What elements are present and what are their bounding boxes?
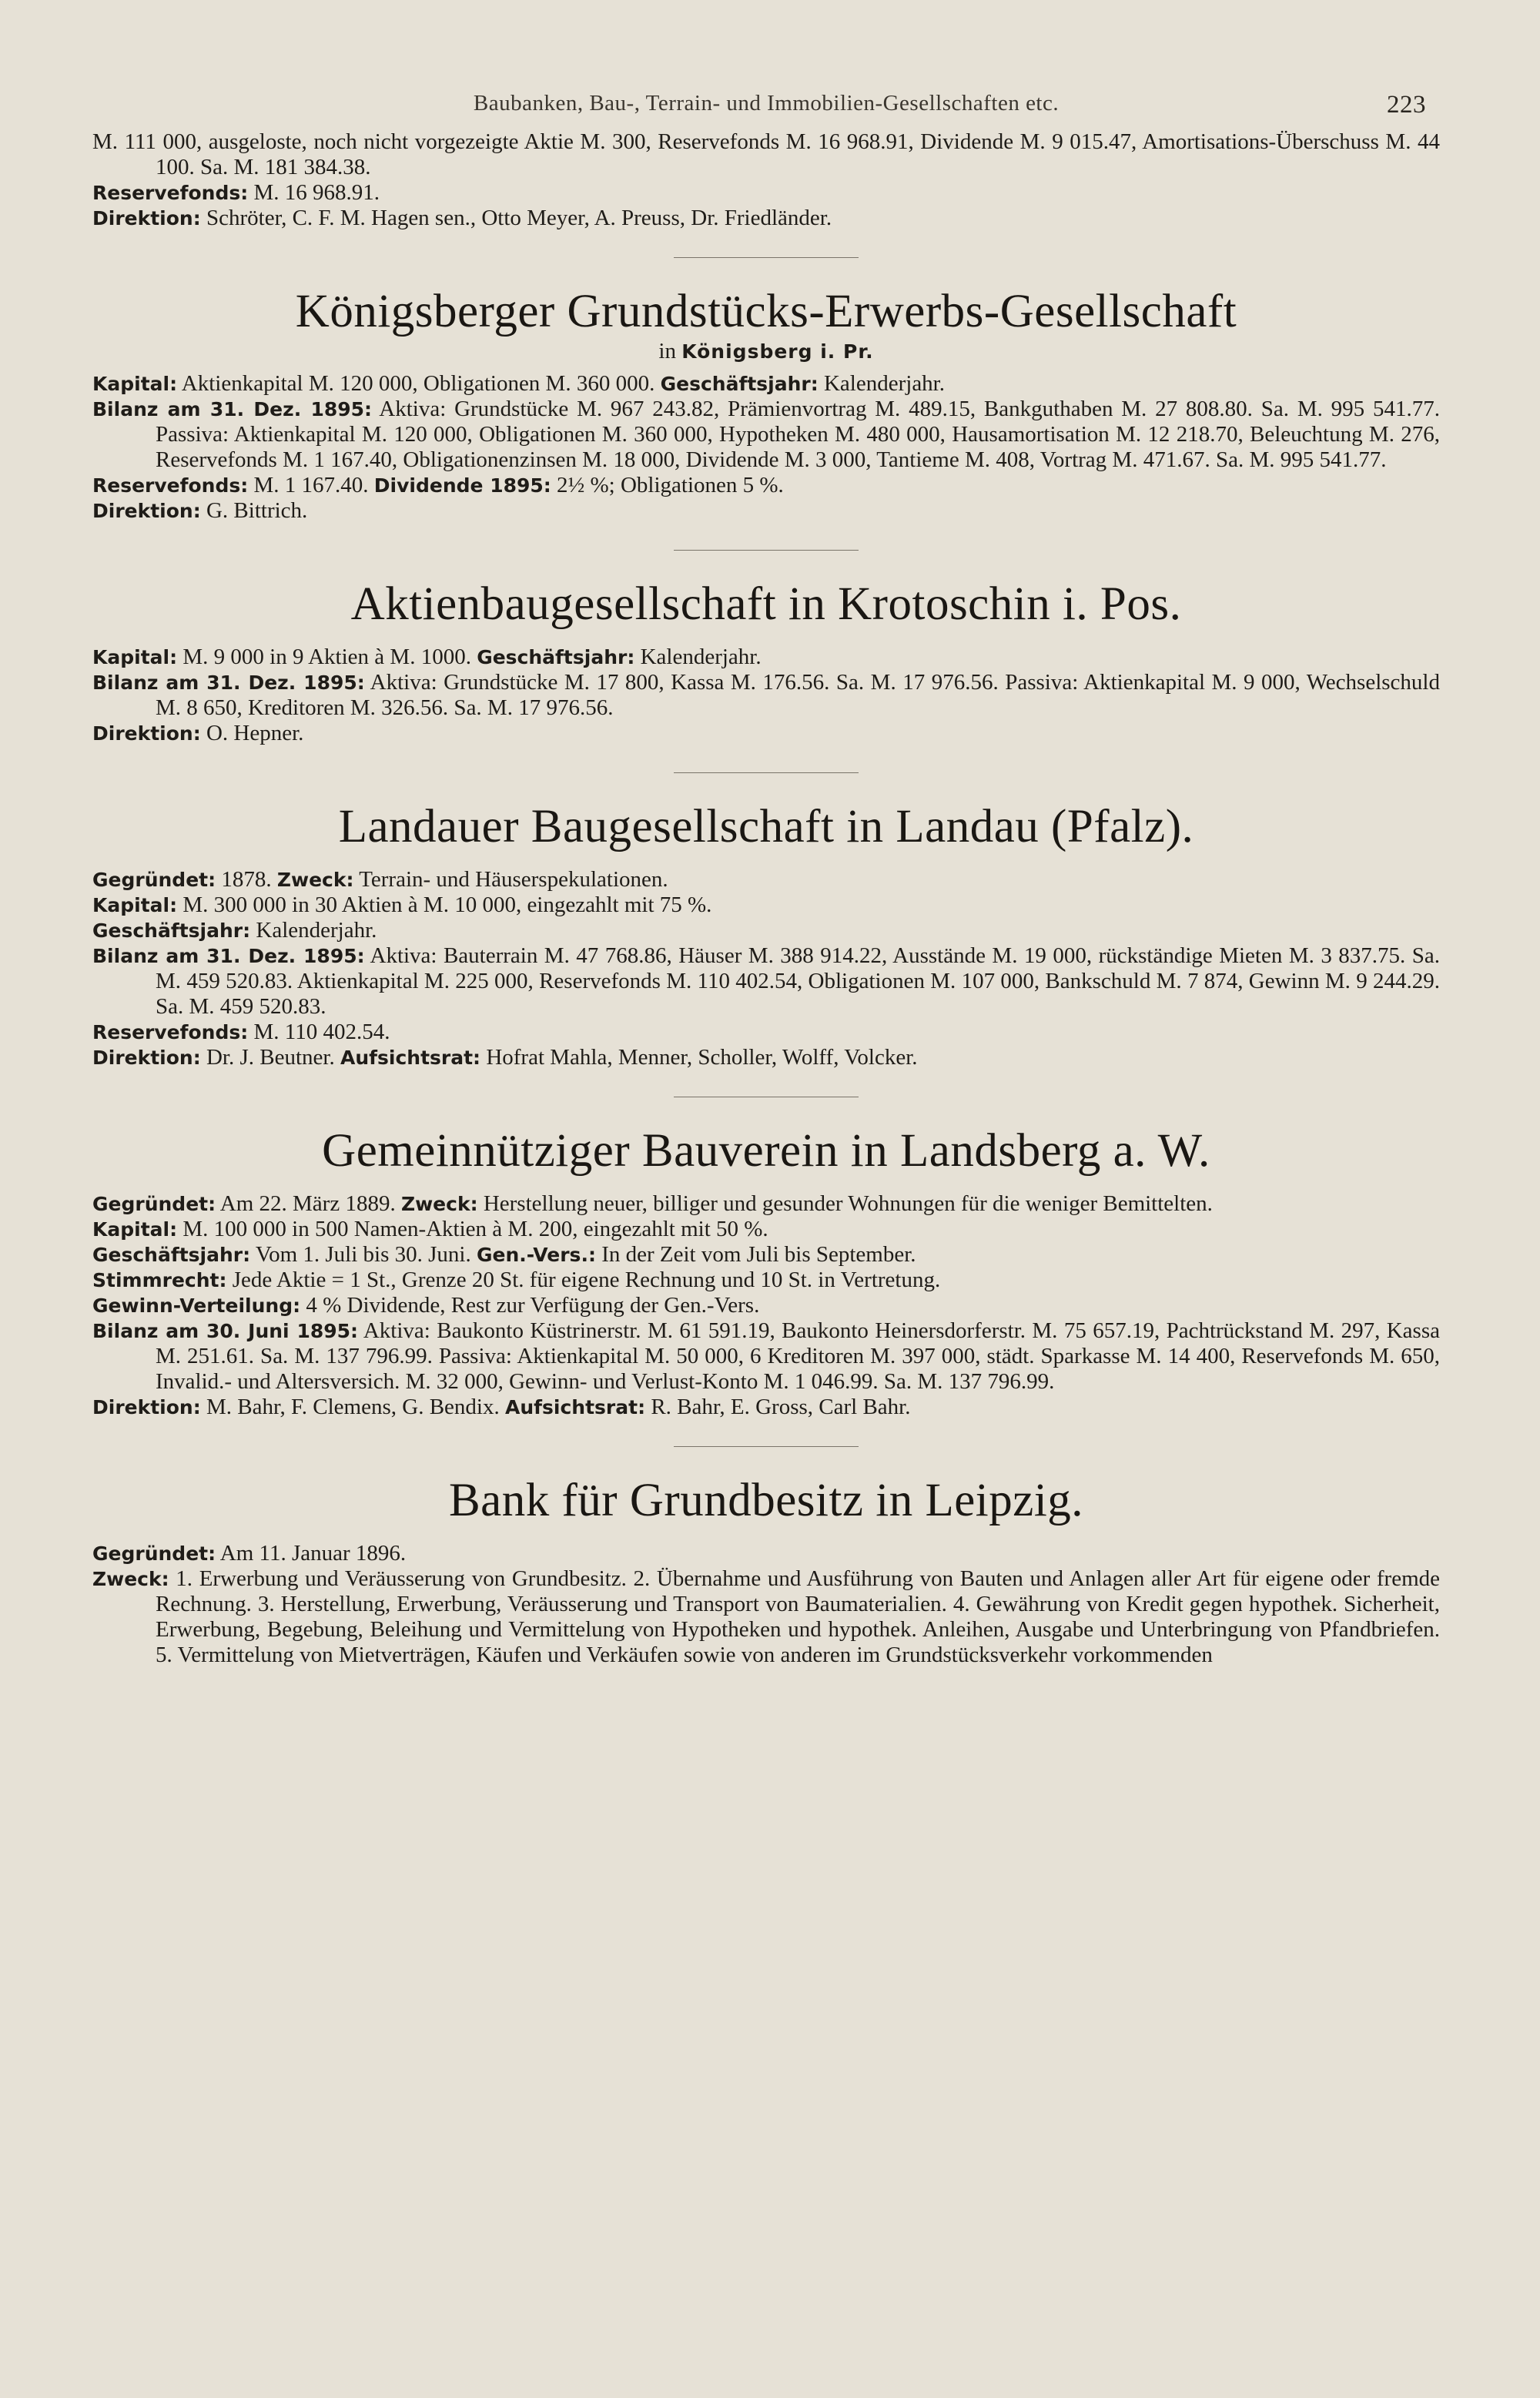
- direktion-label: Direktion:: [92, 1396, 201, 1418]
- direktion-label: Direktion:: [92, 207, 201, 229]
- gewinn-label: Gewinn-Verteilung:: [92, 1294, 301, 1317]
- reserve-label: Reservefonds:: [92, 474, 249, 497]
- kapital-label: Kapital:: [92, 373, 178, 395]
- gegruendet-label: Gegründet:: [92, 869, 216, 891]
- direktion-line: [92, 1395, 1440, 1420]
- gegruendet-value: Am 22. März 1889.: [219, 1191, 396, 1216]
- running-title: Baubanken, Bau-, Terrain- und Immobilien-Gesellschaften etc.: [473, 91, 1060, 116]
- gewinn-line: [92, 1293, 1440, 1318]
- direktion-value: Dr. J. Beutner.: [206, 1045, 335, 1070]
- company-title: Aktienbaugesellschaft in Krotoschin i. Pos.: [350, 578, 1182, 630]
- page-number: 223: [1387, 91, 1426, 119]
- geschaeftsjahr-label: Geschäftsjahr:: [92, 1244, 251, 1266]
- section-divider: [674, 257, 859, 258]
- direktion-line: [92, 721, 1440, 746]
- entry-landau: [92, 801, 1440, 1070]
- entry-leipzig: [92, 1475, 1440, 1668]
- geschaeftsjahr-line: [92, 918, 1440, 943]
- bilanz-value: Aktiva: Baukonto Küstrinerstr. M. 61 591.19, Baukonto Heinersdorferstr. M. 75 657.19, Pachtrückstand M. 297, Kassa M. 251.61. Sa. M. 137 796.99. Passiva: Aktienkapital M. 50 000, 6 Kreditoren M. 397 000, städt. Sparkasse M. 14 400, Reservefonds M. 650, Invalid.- und Altersversich. M. 32 000, Gewinn- und Verlust-Konto M. 1 046.99. Sa. M. 137 796.99.: [156, 1318, 1440, 1394]
- direktion-value: M. Bahr, F. Clemens, G. Bendix.: [206, 1395, 500, 1419]
- direktion-value: Schröter, C. F. M. Hagen sen., Otto Meyer, A. Preuss, Dr. Friedländer.: [206, 206, 832, 230]
- gegruendet-label: Gegründet:: [92, 1193, 216, 1215]
- geschaeftsjahr-label: Geschäftsjahr:: [92, 919, 251, 942]
- section-divider: [674, 1446, 859, 1447]
- genvers-label: Gen.-Vers.:: [476, 1244, 596, 1266]
- geschaeftsjahr-label: Geschäftsjahr:: [477, 646, 635, 668]
- gegruendet-value: 1878.: [221, 867, 272, 892]
- gegruendet-label: Gegründet:: [92, 1542, 216, 1565]
- reserve-line: [92, 180, 1440, 206]
- direktion-value: G. Bittrich.: [206, 498, 308, 523]
- entry-koenigsberger: [92, 286, 1440, 524]
- gegruendet-line: [92, 867, 1440, 893]
- zweck-label: Zweck:: [92, 1568, 169, 1590]
- bilanz-line: [92, 397, 1440, 473]
- bilanz-value: Aktiva: Bauterrain M. 47 768.86, Häuser M. 388 914.22, Ausstände M. 19 000, rückständige Mieten M. 3 837.75. Sa. M. 459 520.83. Aktienkapital M. 225 000, Reservefonds M. 110 402.54, Obligationen M. 107 000, Bankschuld M. 7 874, Gewinn M. 9 244.29. Sa. M. 459 520.83.: [156, 943, 1440, 1019]
- direktion-label: Direktion:: [92, 1047, 201, 1069]
- stimmrecht-line: [92, 1268, 1440, 1293]
- section-divider: [674, 550, 859, 551]
- kapital-label: Kapital:: [92, 1218, 178, 1241]
- bilanz-value: Aktiva: Grundstücke M. 17 800, Kassa M. 176.56. Sa. M. 17 976.56. Passiva: Aktienkapital M. 9 000, Wechselschuld M. 8 650, Kreditoren M. 326.56. Sa. M. 17 976.56.: [156, 670, 1440, 720]
- section-divider: [674, 772, 859, 773]
- gegruendet-value: Am 11. Januar 1896.: [219, 1541, 407, 1566]
- company-title: Gemeinnütziger Bauverein in Landsberg a. W.: [322, 1125, 1210, 1177]
- kapital-line: [92, 371, 1440, 397]
- company-title: Bank für Grundbesitz in Leipzig.: [448, 1475, 1084, 1526]
- aufsichtsrat-value: R. Bahr, E. Gross, Carl Bahr.: [651, 1395, 911, 1419]
- zweck-value: 1. Erwerbung und Veräusserung von Grundbesitz. 2. Übernahme und Ausführung von Bauten und Anlagen aller Art für eigene oder fremde Rechnung. 3. Herstellung, Erwerbung, Veräusserung und Transport von Baumaterialien. 4. Gewährung von Kredit gegen hypothek. Sicherheit, Erwerbung, Begebung, Beleihung und Vermittelung von Hypotheken und hypothek. Anleihen, Ausgabe und Unterbringung von Pfandbriefen. 5. Vermittelung von Mietverträgen, Käufen und Verkäufen sowie von anderen im Grundstücksverkehr vorkommenden: [156, 1566, 1440, 1667]
- entry-landsberg: [92, 1125, 1440, 1420]
- geschaeftsjahr-value: Kalenderjahr.: [256, 918, 377, 943]
- kapital-label: Kapital:: [92, 646, 178, 668]
- kapital-line: [92, 645, 1440, 670]
- zweck-value: Terrain- und Häuserspekulationen.: [359, 867, 668, 892]
- bilanz-line: [92, 943, 1440, 1020]
- entry-continued: [92, 129, 1440, 231]
- zweck-value: Herstellung neuer, billiger und gesunder Wohnungen für die weniger Bemittelten.: [483, 1191, 1213, 1216]
- geschaeftsjahr-line: [92, 1242, 1440, 1268]
- company-subtitle: [92, 338, 1440, 365]
- bilanz-label: Bilanz am 31. Dez. 1895:: [92, 945, 365, 967]
- reserve-line: [92, 1020, 1440, 1045]
- stimmrecht-label: Stimmrecht:: [92, 1269, 227, 1291]
- gegruendet-line: [92, 1191, 1440, 1217]
- direktion-line: [92, 206, 1440, 231]
- subtitle-place: Königsberg i. Pr.: [681, 340, 874, 363]
- reserve-value: M. 16 968.91.: [253, 180, 380, 205]
- subtitle-prefix: in: [658, 339, 676, 363]
- bilanz-label: Bilanz am 31. Dez. 1895:: [92, 672, 365, 694]
- aufsichtsrat-label: Aufsichtsrat:: [340, 1047, 481, 1069]
- dividende-label: Dividende 1895:: [373, 474, 551, 497]
- direktion-label: Direktion:: [92, 500, 201, 522]
- bilanz-value: Aktiva: Grundstücke M. 967 243.82, Prämienvortrag M. 489.15, Bankguthaben M. 27 808.80. Sa. M. 995 541.77. Passiva: Aktienkapital M. 120 000, Obligationen M. 360 000, Hypotheken M. 480 000, Hausamortisation M. 12 218.70, Beleuchtung M. 276, Reservefonds M. 1 167.40, Obligationenzinsen M. 18 000, Dividende M. 3 000, Tantieme M. 408, Vortrag M. 471.67. Sa. M. 995 541.77.: [156, 397, 1440, 472]
- geschaeftsjahr-label: Geschäftsjahr:: [660, 373, 819, 395]
- zweck-line: [92, 1566, 1440, 1668]
- direktion-line: [92, 1045, 1440, 1070]
- zweck-label: Zweck:: [276, 869, 354, 891]
- bilanz-continuation: M. 111 000, ausgeloste, noch nicht vorgezeigte Aktie M. 300, Reservefonds M. 16 968.91, Dividende M. 9 015.47, Amortisations-Überschuss M. 44 100. Sa. M. 181 384.38.: [92, 129, 1440, 179]
- aufsichtsrat-value: Hofrat Mahla, Menner, Scholler, Wolff, Volcker.: [486, 1045, 918, 1070]
- kapital-value: M. 300 000 in 30 Aktien à M. 10 000, eingezahlt mit 75 %.: [182, 893, 712, 917]
- reserve-value: M. 110 402.54.: [253, 1020, 390, 1044]
- reserve-label: Reservefonds:: [92, 182, 249, 204]
- bilanz-label: Bilanz am 31. Dez. 1895:: [92, 398, 373, 420]
- gewinn-value: 4 % Dividende, Rest zur Verfügung der Gen.-Vers.: [306, 1293, 760, 1318]
- geschaeftsjahr-value: Vom 1. Juli bis 30. Juni.: [255, 1242, 471, 1267]
- kapital-line: [92, 893, 1440, 918]
- stimmrecht-value: Jede Aktie = 1 St., Grenze 20 St. für eigene Rechnung und 10 St. in Vertretung.: [232, 1268, 941, 1292]
- bilanz-line: [92, 1318, 1440, 1395]
- reserve-line: [92, 473, 1440, 498]
- bilanz-line: [92, 670, 1440, 721]
- direktion-label: Direktion:: [92, 722, 201, 745]
- kapital-value: Aktienkapital M. 120 000, Obligationen M. 360 000.: [181, 371, 655, 396]
- reserve-label: Reservefonds:: [92, 1021, 249, 1043]
- geschaeftsjahr-value: Kalenderjahr.: [823, 371, 945, 396]
- zweck-label: Zweck:: [400, 1193, 478, 1215]
- aufsichtsrat-label: Aufsichtsrat:: [505, 1396, 646, 1418]
- geschaeftsjahr-value: Kalenderjahr.: [640, 645, 762, 669]
- company-title: Königsberger Grundstücks-Erwerbs-Gesellschaft: [295, 286, 1237, 337]
- kapital-line: [92, 1217, 1440, 1242]
- genvers-value: In der Zeit vom Juli bis September.: [601, 1242, 916, 1267]
- dividende-value: 2½ %; Obligationen 5 %.: [557, 473, 784, 497]
- company-title: Landauer Baugesellschaft in Landau (Pfalz).: [338, 801, 1194, 852]
- kapital-label: Kapital:: [92, 894, 178, 916]
- running-header: [92, 91, 1440, 129]
- entry-krotoschin: [92, 578, 1440, 746]
- reserve-value: M. 1 167.40.: [253, 473, 369, 497]
- kapital-value: M. 9 000 in 9 Aktien à M. 1000.: [182, 645, 471, 669]
- direktion-value: O. Hepner.: [206, 721, 304, 745]
- kapital-value: M. 100 000 in 500 Namen-Aktien à M. 200, eingezahlt mit 50 %.: [182, 1217, 768, 1241]
- bilanz-label: Bilanz am 30. Juni 1895:: [92, 1320, 359, 1342]
- gegruendet-line: [92, 1541, 1440, 1566]
- direktion-line: [92, 498, 1440, 524]
